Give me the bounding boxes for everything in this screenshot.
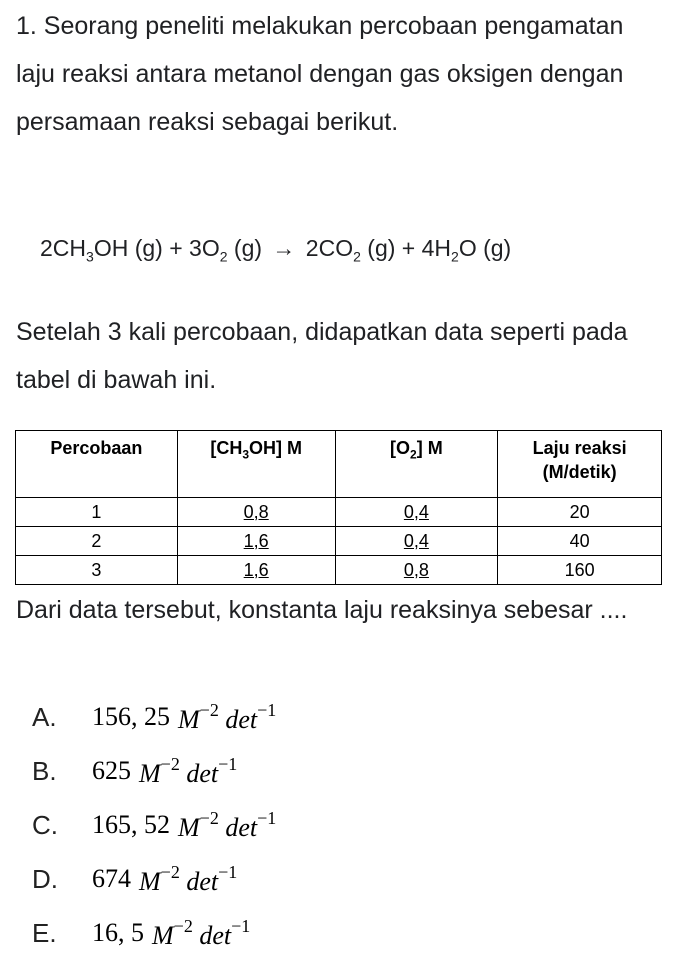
equation-part: (g) [227,235,263,261]
cell-laju: 20 [498,498,662,527]
option-unit: $M^{-2}$ $\det^{-1}$ [152,915,251,950]
option-e[interactable] [32,906,276,960]
cell-percobaan: 3 [16,556,178,585]
cell-ch3oh: 1,6 [177,556,335,585]
option-letter: D. [32,863,58,894]
cell-o2: 0,8 [335,556,498,585]
header-laju: Laju reaksi (M/detik) [498,431,662,498]
header-percobaan: Percobaan [16,431,178,498]
option-letter: B. [32,755,57,786]
cell-o2: 0,4 [335,527,498,556]
equation-subscript: 3 [86,248,94,265]
option-value: 625 [92,756,131,785]
cell-ch3oh: 0,8 [177,498,335,527]
question-context: Setelah 3 kali percobaan, didapatkan data seperti pada tabel di bawah ini. [16,318,628,394]
cell-percobaan: 2 [16,527,178,556]
option-value: 156, 25 [92,702,170,731]
header-o2: $[O_2]$ M [335,431,498,498]
cell-laju: 160 [498,556,662,585]
equation-part: 2CH [40,235,87,261]
option-unit: $M^{-2}$ $\det^{-1}$ [139,861,238,896]
cell-o2: 0,4 [335,498,498,527]
option-unit: $M^{-2}$ $\det^{-1}$ [178,699,277,734]
equation-part: 2CO [305,235,354,261]
option-b[interactable] [32,744,276,798]
header-ch3oh: $[CH_3OH]$ M [177,431,335,498]
option-c[interactable] [32,798,276,852]
equation-subscript: 2 [219,248,228,265]
option-a[interactable] [32,690,276,744]
equation-subscript: 2 [451,248,459,265]
option-d[interactable] [32,852,276,906]
table-row [16,556,662,585]
data-table [15,430,662,585]
reaction-arrow-icon: → [272,235,296,261]
table-row [16,527,662,556]
option-letter: E. [32,917,57,948]
equation-subscript: 2 [353,248,361,265]
answer-options [32,690,276,960]
option-letter: C. [32,809,58,840]
question-intro: 1. Seorang peneliti melakukan percobaan pengamatan laju reaksi antara metanol dengan gas oksigen dengan persamaan reaksi sebagai berikut. [16,12,624,136]
option-value: 674 [92,864,131,893]
option-letter: A. [32,701,57,732]
cell-percobaan: 1 [16,498,178,527]
equation-part: (g) + 4H [360,235,452,261]
equation-part: O (g) [458,235,512,261]
option-unit: $M^{-2}$ $\det^{-1}$ [139,753,238,788]
reaction-equation [40,228,511,277]
equation-part: OH (g) + 3O [93,235,220,261]
question-prompt: Dari data tersebut, konstanta laju reaksinya sebesar .... [16,596,628,624]
table-header-row [16,431,662,498]
cell-ch3oh: 1,6 [177,527,335,556]
cell-laju: 40 [498,527,662,556]
option-unit: $M^{-2}$ $\det^{-1}$ [178,807,277,842]
option-value: 165, 52 [92,810,170,839]
option-value: 16, 5 [92,918,144,947]
table-row [16,498,662,527]
